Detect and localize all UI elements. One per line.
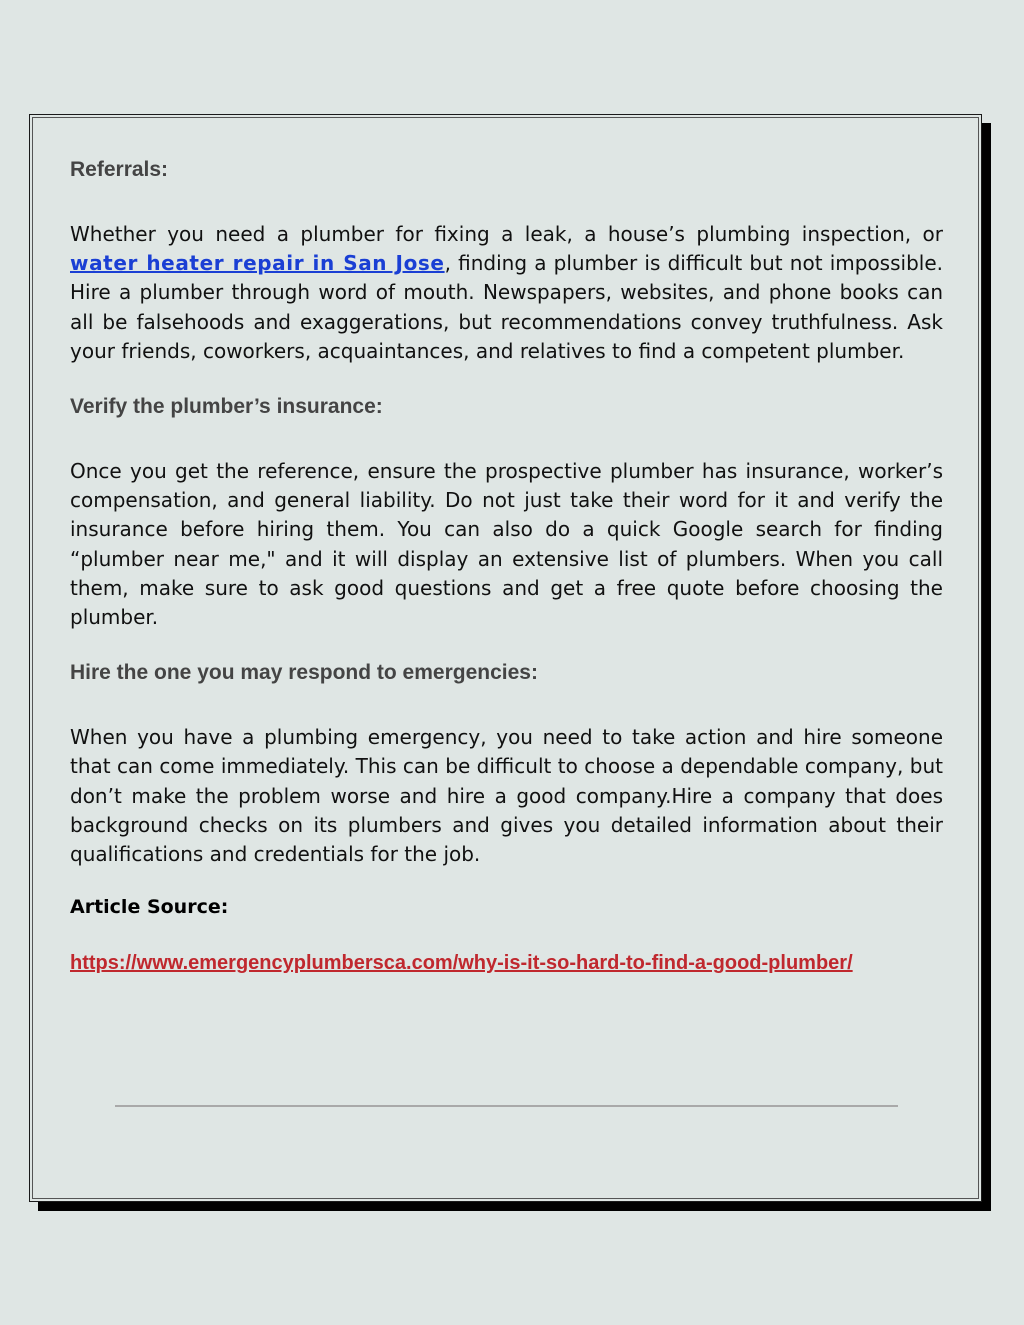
article-source-line	[70, 951, 943, 975]
section-heading-emergencies: Hire the one you may respond to emergencies:	[70, 661, 538, 685]
article-source-link[interactable]: https://www.emergencyplumbersca.com/why-is-it-so-hard-to-find-a-good-plumber/	[70, 952, 853, 975]
horizontal-divider	[115, 1105, 898, 1107]
section-heading-insurance: Verify the plumber’s insurance:	[70, 395, 383, 419]
paragraph-text: Whether you need a plumber for fixing a leak, a house’s plumbing inspection, or	[70, 222, 943, 246]
water-heater-repair-link[interactable]: water heater repair in San Jose	[70, 251, 445, 276]
document-page	[29, 114, 982, 1202]
section-paragraph-referrals	[70, 220, 943, 366]
paragraph-text: , finding a plumber is difficult but not impossible. Hire a plumber through word of mouth. Newspapers, websites, and phone books can all be falsehoods and exaggerations, but recommendations convey truthfulness. Ask your friends, coworkers, acquaintances, and relatives to find a competent plumber.	[70, 251, 943, 363]
section-heading-referrals: Referrals:	[70, 158, 169, 181]
document-content	[70, 155, 943, 975]
section-paragraph-insurance: Once you get the reference, ensure the prospective plumber has insurance, worker’s compensation, and general liability. Do not just take their word for it and verify the insurance before hiring them. You can also do a quick Google search for finding “plumber near me," and it will display an extensive list of plumbers. When you call them, make sure to ask good questions and get a free quote before choosing the plumber.	[70, 459, 943, 630]
article-source-label: Article Source:	[70, 896, 229, 919]
section-paragraph-emergencies: When you have a plumbing emergency, you need to take action and hire someone that can come immediately. This can be difficult to choose a dependable company, but don’t make the problem worse and hire a good company.Hire a company that does background checks on its plumbers and gives you detailed information about their qualifications and credentials for the job.	[70, 725, 943, 867]
